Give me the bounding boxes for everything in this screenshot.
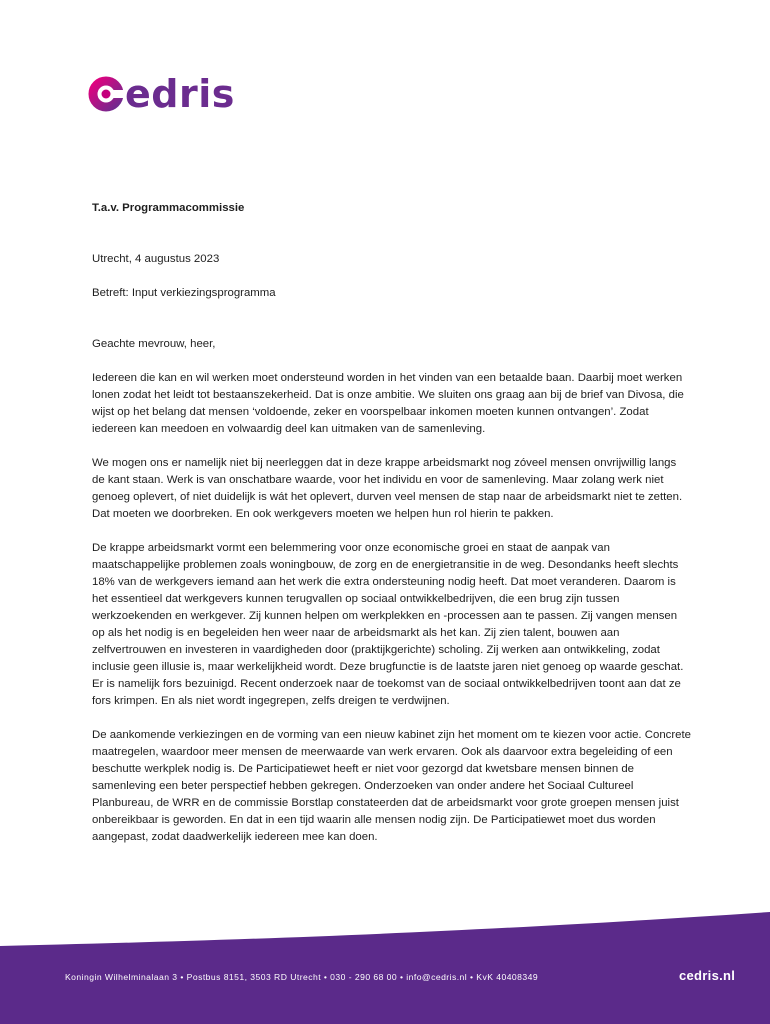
footer-address: Koningin Wilhelminalaan 3 • Postbus 8151, 3503 RD Utrecht • 030 - 290 68 00 • info@cedris.nl • KvK 40408349 [65,972,539,982]
letter-body [92,200,692,846]
paragraph: De krappe arbeidsmarkt vormt een belemmering voor onze economische groei en staat de aanpak van maatschappelijke problemen zoals woningbouw, de zorg en de energietransitie in de weg. Desondanks heeft slechts 18% van de werkgevers iemand aan het werk die extra ondersteuning nodig heeft. Dat moet veranderen. Daarom is het essentieel dat werkgevers kunnen terugvallen op sociaal ontwikkelbedrijven, die een brug zijn tussen werkzoekenden en werkgever. Zij kunnen helpen om werkplekken en -processen aan te passen. Zij vangen mensen op als het nodig is en begeleiden hen weer naar de arbeidsmarkt als het kan. Zij zien talent, bouwen aan zelfvertrouwen en investeren in vaardigheden door (praktijkgerichte) scholing. Zij werken aan ontwikkeling, zodat inclusie geen illusie is, maar werkelijkheid wordt. Deze brugfunctie is de laatste jaren niet genoeg op waarde geschat. Er is namelijk fors bezuinigd. Recent onderzoek naar de toekomst van de sociaal ontwikkelbedrijven toont aan dat ze fors krimpen. En als niet wordt ingegrepen, zelfs dreigen te verdwijnen. [92,542,684,707]
footer-website-link[interactable]: cedris.nl [679,968,736,983]
letter-date: Utrecht, 4 augustus 2023 [92,253,220,265]
salutation: Geachte mevrouw, heer, [92,338,216,350]
logo-wordmark: edris [125,72,235,116]
cedris-c-logo-icon [88,76,124,112]
paragraph: De aankomende verkiezingen en de vorming van een nieuw kabinet zijn het moment om te kiezen voor actie. Concrete maatregelen, waardoor meer mensen de meerwaarde van werk ervaren. Ook als daarvoor extra begeleiding of een beschutte werkplek nodig is. De Participatiewet heeft er niet voor gezorgd dat kwetsbare mensen binnen de samenleving een beter perspectief hebben gekregen. Onderzoeken van onder andere het Sociaal Cultureel Planbureau, de WRR en de commissie Borstlap constateerden dat de arbeidsmarkt voor grote groepen mensen juist onbereikbaar is geworden. En dat in een tijd waarin alle mensen nodig zijn. De Participatiewet moet dus worden aangepast, zodat daadwerkelijk iedereen mee kan doen. [92,729,691,843]
cedris-logo [88,72,235,116]
addressee: T.a.v. Programmacommissie [92,202,245,214]
letter-subject: Betreft: Input verkiezingsprogramma [92,287,276,299]
footer-band [0,912,770,1024]
footer-wave-shape [0,912,770,1024]
paragraph: We mogen ons er namelijk niet bij neerleggen dat in deze krappe arbeidsmarkt nog zóveel mensen onvrijwillig langs de kant staan. Werk is van onschatbare waarde, voor het individu en voor de samenleving. Maar zolang werk niet genoeg oplevert, of niet duidelijk is wát het oplevert, durven veel mensen de stap naar de arbeidsmarkt niet te zetten. Dat moeten we doorbreken. En ook werkgevers moeten we helpen hun rol hierin te pakken. [92,457,683,520]
paragraph: Iedereen die kan en wil werken moet ondersteund worden in het vinden van een betaalde baan. Daarbij moet werken lonen zodat het leidt tot bestaanszekerheid. Dat is onze ambitie. We sluiten ons graag aan bij de brief van Divosa, die wijst op het belang dat mensen ‘voldoende, zeker en voorspelbaar inkomen moeten kunnen ontvangen’. Zodat iedereen kan meedoen en volwaardig deel kan uitmaken van de samenleving. [92,372,684,435]
